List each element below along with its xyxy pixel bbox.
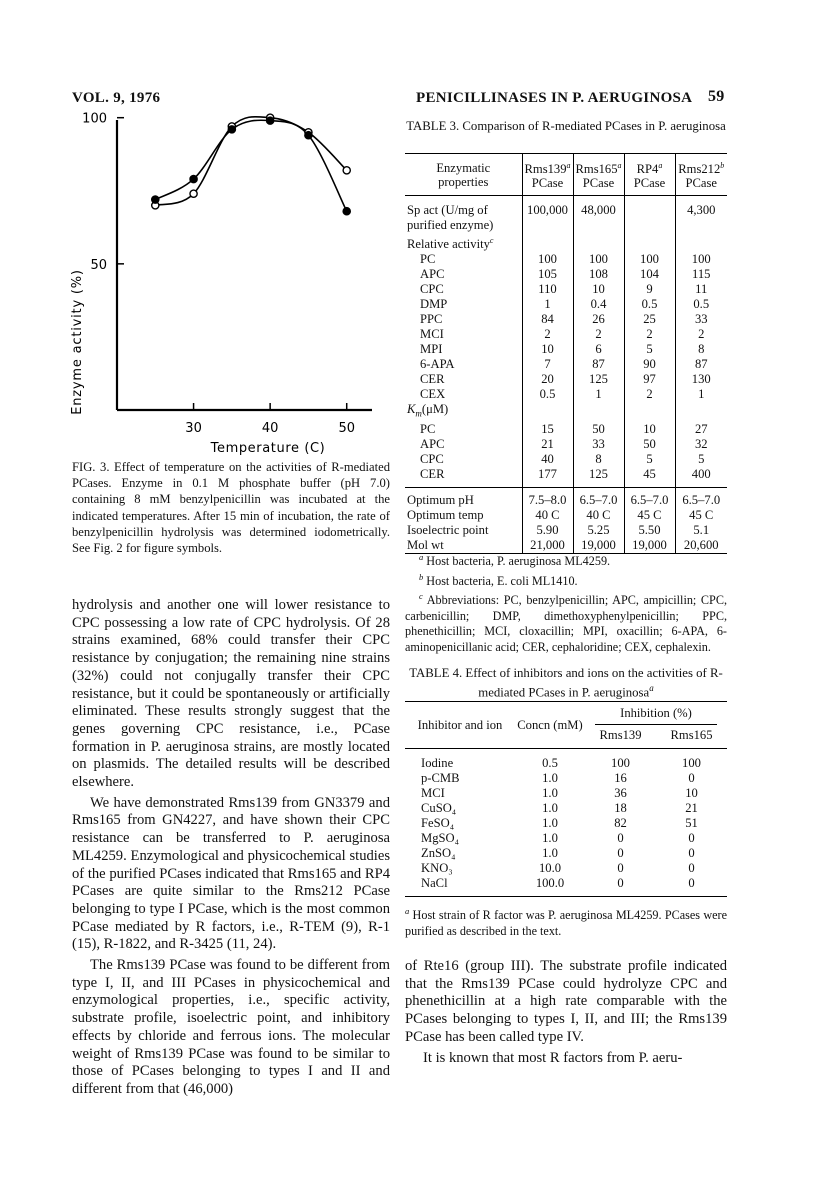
cell	[624, 233, 675, 252]
inhibition-rms139: 18	[614, 801, 627, 815]
cell: 2	[698, 327, 705, 342]
row-label-text: PC	[420, 421, 436, 436]
table-row	[405, 786, 727, 801]
cell: 50	[624, 437, 675, 452]
row-label-text: Optimum temp	[407, 507, 484, 522]
inhibitor-name: FeSO₄	[421, 816, 455, 830]
row-label-text: CPC	[420, 451, 444, 466]
paragraph: of Rte16 (group III). The substrate profile indicated that the Rms139 PCase could hydrolyze CPC and phenethicillin at a high rate comparable with the PCases belonging to types I, II, and III; the Rms139 PCase has been called type IV.	[405, 958, 727, 1045]
row-label-text: PC	[420, 252, 436, 267]
row-label	[405, 312, 522, 327]
cell: 100	[573, 252, 624, 267]
cell: 9	[624, 282, 675, 297]
cell: 10	[573, 282, 624, 297]
cell	[675, 233, 727, 252]
cell: 177	[522, 467, 573, 488]
cell: 115	[692, 267, 711, 282]
cell: 20,600	[683, 537, 719, 552]
cell: 105	[522, 267, 573, 282]
inhibitor-name: ZnSO₄	[421, 846, 456, 860]
cell: 0.4	[573, 297, 624, 312]
right-column-text	[405, 958, 727, 1067]
cell: 40 C	[573, 508, 624, 523]
footnote	[405, 589, 727, 655]
inhibitor-name: MCI	[421, 786, 445, 800]
table-row	[405, 508, 727, 523]
col-sub: PCase	[531, 176, 564, 191]
inhibition-rms139: 36	[614, 786, 627, 800]
table-4-footnote	[405, 904, 727, 939]
inhibition-rms165: 0	[688, 846, 695, 860]
row-label	[405, 508, 522, 523]
col-name: Rms165	[575, 162, 618, 177]
table-3-header-row	[405, 154, 727, 196]
concn-cell: 1.0	[542, 816, 558, 830]
row-label	[405, 437, 522, 452]
inhibition-rms139: 0	[617, 876, 624, 890]
footnote-mark: a	[419, 552, 424, 562]
cell: 50	[573, 422, 624, 437]
col-rp4	[624, 154, 675, 196]
row-label	[405, 196, 522, 234]
cell: 45	[624, 467, 675, 488]
inhibition-rms139: 0	[617, 861, 624, 875]
table-3-title: TABLE 3. Comparison of R-mediated PCases in P. aeruginosa	[406, 119, 726, 133]
inhibition-rms139: 100	[611, 756, 630, 770]
footnote-mark: a	[405, 906, 410, 916]
col-rms139	[522, 154, 573, 196]
table-4-title-text: TABLE 4. Effect of inhibitors and ions on the activities of R-mediated PCases in P. aeruginosa	[409, 666, 723, 700]
row-label	[405, 487, 522, 508]
cell: 100	[691, 252, 711, 267]
concn-cell: 1.0	[542, 801, 558, 815]
row-label	[405, 372, 522, 387]
paragraph: hydrolysis and another one will lower resistance to CPC possessing a low rate of CPC hydrolysis. Of 28 strains examined, 68% could transfer their CPC resistance by conjugation; the remaining nine strains (32%) could not conjugally transfer their CPC resistance, but it could be spontaneously or artificially eliminated. These results strongly suggest that the genes governing CPC resistance, i.e., PCase formation in P. aeruginosa strains, are mostly located on plasmids. The detailed results will be described elsewhere.	[72, 597, 390, 791]
cell: 4,300	[687, 203, 716, 218]
cell: 5	[624, 452, 675, 467]
table-row	[405, 422, 727, 437]
row-label-text: CEX	[420, 387, 446, 402]
cell: 20	[522, 372, 573, 387]
figure-3-chart	[60, 112, 380, 462]
row-label	[405, 342, 522, 357]
inhibitor-name: NaCl	[421, 876, 448, 890]
data-point-filled	[190, 175, 197, 182]
y-tick-label: 50	[90, 257, 107, 273]
cell: 11	[695, 282, 708, 297]
row-label-text: 6-APA	[420, 357, 455, 372]
table-row	[405, 342, 727, 357]
cell	[675, 402, 727, 422]
inhibition-rms165: 100	[682, 756, 701, 770]
figure-3-caption: FIG. 3. Effect of temperature on the activities of R-mediated PCases. Enzyme in 0.1 M phosphate buffer (pH 7.0) containing 8 mM benzylpenicillin was incubated at the indicated temperatures. After 15 min of incubation, the rate of benzylpenicillin hydrolysis was determined iodometrically. See Fig. 2 for figure symbols.	[72, 460, 390, 556]
row-label-text: DMP	[420, 297, 448, 312]
running-header-left: VOL. 9, 1976	[72, 90, 161, 106]
cell: 5.90	[522, 523, 573, 538]
cell: 84	[522, 312, 573, 327]
cell: 90	[624, 357, 675, 372]
row-label	[405, 282, 522, 297]
inhibition-rms139: 16	[614, 771, 627, 785]
row-label-text: Mol wt	[407, 537, 444, 552]
cell: 15	[522, 422, 573, 437]
concn-cell: 100.0	[535, 876, 565, 890]
concn-cell: 1.0	[542, 846, 558, 860]
data-point-open	[190, 190, 197, 197]
row-label	[405, 467, 522, 488]
cell: 87	[573, 357, 624, 372]
cell: 5.1	[693, 522, 710, 537]
inhibition-rms165: 10	[685, 786, 698, 800]
row-label-text: MCI	[420, 327, 444, 342]
col-rms165	[573, 154, 624, 196]
row-label	[405, 422, 522, 437]
table-row	[405, 437, 727, 452]
km-k: K	[407, 402, 416, 417]
footnote-text: Host bacteria, P. aeruginosa ML4259.	[426, 554, 611, 569]
table-row	[405, 861, 727, 876]
cell: 6.5–7.0	[682, 492, 721, 507]
inhibition-rms139: 0	[617, 846, 624, 860]
table-row	[405, 327, 727, 342]
cell: 125	[573, 467, 624, 488]
row-label	[405, 233, 522, 252]
concn-cell: 1.0	[542, 786, 558, 800]
cell: 108	[573, 267, 624, 282]
table-row	[405, 523, 727, 538]
table-row	[405, 252, 727, 267]
cell: 19,000	[624, 538, 675, 554]
data-point-open	[343, 167, 350, 174]
cell: 2	[624, 327, 675, 342]
cell: 21,000	[522, 538, 573, 554]
inhibitor-name: p-CMB	[421, 771, 460, 785]
y-axis-label: Enzyme activity (%)	[70, 269, 85, 415]
y-tick-label: 100	[82, 112, 107, 127]
row-label	[405, 327, 522, 342]
table-row	[405, 297, 727, 312]
left-column-text	[72, 597, 390, 1099]
col-sup: b	[720, 161, 725, 170]
km-label	[407, 402, 449, 419]
cell: 48,000	[573, 196, 624, 234]
footnote-mark: b	[419, 571, 424, 582]
row-label	[405, 452, 522, 467]
concn-cell: 1.0	[542, 831, 558, 845]
paragraph: It is known that most R factors from P. aeru-	[423, 1049, 683, 1066]
col-sup: a	[617, 161, 622, 170]
col-rms139: Rms139	[585, 728, 656, 749]
table-row	[405, 816, 727, 831]
row-label-text: CPC	[420, 282, 444, 297]
footnote-text: Host strain of R factor was P. aeruginosa ML4259. PCases were purified as described in the text.	[405, 908, 728, 938]
row-label	[405, 297, 522, 312]
cell: 0.5	[693, 297, 710, 312]
table-row	[405, 876, 727, 897]
table-row	[405, 312, 727, 327]
footnote	[405, 570, 727, 590]
row-label	[405, 252, 522, 267]
table-row	[405, 452, 727, 467]
cell: 10	[624, 422, 675, 437]
table-4-title	[405, 666, 727, 700]
cell: 87	[694, 357, 708, 372]
table-row	[405, 801, 727, 816]
cell	[573, 402, 624, 422]
col-name: RP4	[636, 162, 659, 177]
cell: 0.5	[624, 297, 675, 312]
data-point-filled	[228, 126, 235, 133]
table-row	[405, 267, 727, 282]
cell: 400	[675, 467, 727, 488]
inhibition-rms139: 0	[617, 831, 624, 845]
col-concn: Concn (mM)	[515, 702, 585, 749]
table-row	[405, 771, 727, 786]
col-sub: PCase	[633, 176, 666, 191]
data-point-filled	[267, 117, 274, 124]
cell: 10	[522, 342, 573, 357]
cell: 125	[573, 372, 624, 387]
cell	[522, 233, 573, 252]
row-label-text: CER	[420, 466, 445, 481]
table-row	[405, 282, 727, 297]
page-number: 59	[708, 88, 725, 105]
footnote-mark: c	[419, 591, 423, 602]
relative-activity-label	[407, 237, 493, 251]
cell: 8	[573, 452, 624, 467]
col-sup: a	[658, 161, 663, 170]
col-inhibition-text: Inhibition (%)	[620, 706, 692, 720]
running-header-title: PENICILLINASES IN P. AERUGINOSA	[416, 90, 693, 106]
col-sup: a	[566, 161, 571, 170]
cell: 40	[522, 452, 573, 467]
concn-cell: 1.0	[542, 771, 558, 785]
row-label-text: Optimum pH	[407, 492, 474, 507]
cell: 130	[691, 372, 711, 387]
data-point-filled	[152, 196, 159, 203]
x-tick-label: 30	[185, 421, 202, 436]
cell: 45 C	[624, 508, 675, 523]
cell: 45 C	[689, 507, 714, 522]
inhibitor-name: CuSO₄	[421, 801, 457, 815]
cell: 1	[573, 387, 624, 402]
footnote	[405, 550, 727, 570]
table-row	[405, 846, 727, 861]
cell: 110	[522, 282, 573, 297]
col-rms165: Rms165	[656, 728, 727, 749]
data-point-filled	[305, 132, 312, 139]
table-4	[405, 701, 727, 897]
table-row	[405, 387, 727, 402]
table-row	[405, 372, 727, 387]
cell: 104	[624, 267, 675, 282]
table-section-row	[405, 402, 727, 422]
relative-activity-sup: c	[489, 236, 494, 246]
cell	[624, 196, 675, 234]
table-4-title-sup: a	[649, 683, 654, 693]
inhibition-rms165: 0	[688, 771, 695, 785]
cell: 0.5	[522, 387, 573, 402]
cell: 33	[694, 312, 708, 327]
x-tick-label: 50	[338, 421, 355, 436]
series-line-filled	[155, 120, 346, 211]
concn-cell: 0.5	[542, 756, 558, 770]
relative-activity-text: Relative activity	[407, 237, 490, 252]
cell: 7.5–8.0	[522, 487, 573, 508]
x-tick-label: 40	[261, 421, 279, 436]
cell	[573, 233, 624, 252]
cell: 100	[522, 252, 573, 267]
table-3-footnotes	[405, 550, 727, 655]
cell: 5.25	[573, 523, 624, 538]
cell: 2	[573, 327, 624, 342]
col-name: Rms139	[524, 162, 567, 177]
inhibitor-name: Iodine	[421, 756, 454, 770]
inhibition-rms165: 0	[688, 876, 695, 890]
col-rms212	[675, 154, 727, 196]
cell: 6.5–7.0	[624, 487, 675, 508]
row-label	[405, 523, 522, 538]
inhibition-rms139: 82	[614, 816, 627, 830]
paragraph: We have demonstrated Rms139 from GN3379 and Rms165 from GN4227, and have shown their CPC resistance can be transferred to P. aeruginosa ML4259. Enzymological and physicochemical studies of the purified PCases indicated that Rms165 and RP4 PCases are quite similar to the Rms212 PCase belonging to type I PCase, which is the most common PCase mediated by R factors, i.e., R-TEM (9), R-1 (15), R-1822, and R-3425 (11, 24).	[72, 794, 390, 953]
row-label-text: CER	[420, 372, 445, 387]
col-name: Rms212	[678, 162, 721, 177]
cell: 25	[624, 312, 675, 327]
cell: 5	[698, 451, 705, 466]
row-label-text: APC	[420, 267, 445, 282]
row-label-text: PPC	[420, 312, 443, 327]
table-row	[405, 467, 727, 488]
cell: 97	[624, 372, 675, 387]
cell: 26	[573, 312, 624, 327]
cell: 27	[694, 421, 708, 436]
series-line-open	[155, 117, 346, 206]
sp-act-label-2: purified enzyme)	[407, 218, 494, 233]
table-row	[405, 831, 727, 846]
inhibition-rms165: 21	[685, 801, 698, 815]
table-section-row	[405, 233, 727, 252]
cell: 40 C	[522, 508, 573, 523]
col-inhibition	[585, 702, 727, 729]
footnote-text: Host bacteria, E. coli ML1410.	[426, 573, 578, 588]
sp-act-label	[407, 203, 493, 232]
col-properties: Enzymatic properties	[405, 154, 522, 196]
cell: 19,000	[573, 538, 624, 554]
row-label	[405, 267, 522, 282]
concn-cell: 10.0	[538, 861, 562, 875]
cell: 1	[522, 297, 573, 312]
row-label	[405, 402, 522, 422]
cell: 5	[624, 342, 675, 357]
inhibition-rms165: 51	[685, 816, 698, 830]
cell: 8	[698, 342, 705, 357]
cell: 5.50	[624, 523, 675, 538]
cell: 2	[522, 327, 573, 342]
km-unit: (μM)	[421, 402, 449, 417]
cell: 100,000	[522, 196, 573, 234]
cell	[624, 402, 675, 422]
cell: 33	[573, 437, 624, 452]
table-row	[405, 749, 727, 772]
inhibition-rms165: 0	[688, 831, 695, 845]
cell: 6.5–7.0	[573, 487, 624, 508]
inhibitor-name: MgSO₄	[421, 831, 459, 845]
cell: 6	[573, 342, 624, 357]
col-sub: PCase	[685, 176, 717, 191]
row-label	[405, 387, 522, 402]
col-sub: PCase	[582, 176, 615, 191]
cell: 2	[624, 387, 675, 402]
cell: 7	[522, 357, 573, 372]
x-axis-label: Temperature (C)	[210, 441, 326, 456]
data-point-filled	[343, 208, 350, 215]
cell: 1	[698, 387, 705, 402]
col-inhibitor: Inhibitor and ion	[405, 702, 515, 749]
inhibition-rms165: 0	[688, 861, 695, 875]
table-row	[405, 196, 727, 234]
row-label-text: MPI	[420, 342, 443, 357]
row-label	[405, 357, 522, 372]
cell: 21	[522, 437, 573, 452]
sp-act-label-1: Sp act (U/mg of	[407, 203, 488, 218]
table-row	[405, 357, 727, 372]
cell	[522, 402, 573, 422]
inhibitor-name: KNO₃	[421, 861, 453, 875]
km-sub: m	[415, 408, 422, 419]
cell: 100	[624, 252, 675, 267]
table-row	[405, 487, 727, 508]
cell: 32	[694, 436, 708, 451]
paragraph: The Rms139 PCase was found to be different from type I, II, and III PCases in physicochemical and enzymological properties, i.e., specific activity, substrate profile, isoelectric point, and inhibitory effects by chloride and ferrous ions. The molecular weight of Rms139 PCase was found to be similar to those of PCases belonging to types I and II and different from that (46,000)	[72, 957, 390, 1097]
table-3	[405, 153, 727, 554]
row-label-text: APC	[420, 436, 445, 451]
row-label-text: Isoelectric point	[407, 522, 489, 537]
footnote-text: Abbreviations: PC, benzylpenicillin; APC, ampicillin; CPC, carbenicillin; DMP, dimethoxyphenylpenicillin; PPC, phenethicillin; MCI, cloxacillin; MPI, oxacillin; 6-APA, 6-aminopenicillanic acid; CER, cephaloridine; CEX, cephalexin.	[405, 593, 727, 654]
